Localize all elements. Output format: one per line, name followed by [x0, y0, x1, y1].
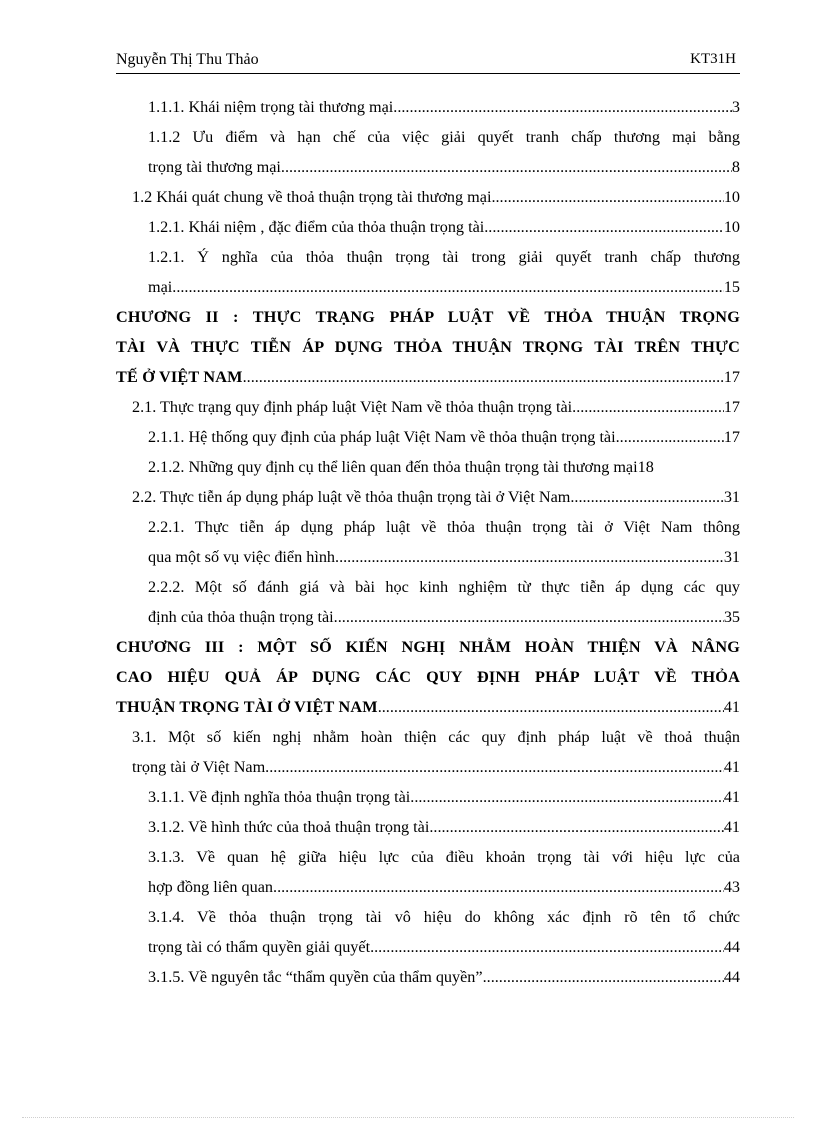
- toc-entry-1-1-2[interactable]: trọng tài thương mại ..... 8: [148, 154, 740, 180]
- page-number: 43: [723, 878, 740, 896]
- toc-entry-1-2[interactable]: 1.2 Khái quát chung về thoả thuận trọng tài thương mại ..... 10: [132, 184, 740, 210]
- toc-entry-3-1-5[interactable]: 3.1.5. Về nguyên tắc “thẩm quyền của thẩm quyền” ..... 44: [148, 964, 740, 990]
- toc-entry-3-1-2[interactable]: 3.1.2. Về hình thức của thoả thuận trọng tài ..... 41: [148, 814, 740, 840]
- page-number: 41: [723, 788, 740, 806]
- toc-entry-3-1-4[interactable]: trọng tài có thẩm quyền giải quyết ..... 44: [148, 934, 740, 960]
- page-number: 17: [723, 368, 740, 386]
- toc-entry-2-2-2[interactable]: định của thỏa thuận trọng tài ..... 35: [148, 604, 740, 630]
- page-number: 41: [723, 698, 740, 716]
- toc-chapter-3-line2[interactable]: CAO HIỆU QUẢ ÁP DỤNG CÁC QUY ĐỊNH PHÁP LUẬT VỀ THỎA: [116, 668, 740, 686]
- toc-chapter-3[interactable]: THUẬN TRỌNG TÀI Ở VIỆT NAM ..... 41: [116, 694, 740, 720]
- toc-entry-1-2-1b[interactable]: mại ..... 15: [148, 274, 740, 300]
- page-number: 17: [723, 398, 740, 416]
- toc-entry-1-1-2-line1[interactable]: 1.1.2 Ưu điểm và hạn chế của việc giải quyết tranh chấp thương mại bằng: [148, 128, 740, 146]
- toc-entry-3-1[interactable]: trọng tài ở Việt Nam ..... 41: [132, 754, 740, 780]
- page-number: 41: [723, 818, 740, 836]
- page-number: 35: [723, 608, 740, 626]
- toc-entry-2-2-1[interactable]: qua một số vụ việc điển hình ..... 31: [148, 544, 740, 570]
- page-number: 10: [723, 188, 740, 206]
- toc-entry-2-1-1[interactable]: 2.1.1. Hệ thống quy định của pháp luật Việt Nam về thỏa thuận trọng tài ..... 17: [148, 424, 740, 450]
- page-number: 44: [723, 968, 740, 986]
- toc-entry-1-1-1[interactable]: 1.1.1. Khái niệm trọng tài thương mại ..... 3: [148, 94, 740, 120]
- header-author: Nguyễn Thị Thu Thảo: [116, 51, 259, 68]
- page-number: 31: [723, 548, 740, 566]
- page-number: 17: [723, 428, 740, 446]
- page-number: 10: [723, 218, 740, 236]
- toc-entry-2-2-1-line1[interactable]: 2.2.1. Thực tiễn áp dụng pháp luật về thỏa thuận trọng tài ở Việt Nam thông: [148, 518, 740, 536]
- page-number: 3: [731, 98, 740, 116]
- page-bottom-divider: [22, 1117, 794, 1118]
- toc-entry-3-1-1[interactable]: 3.1.1. Về định nghĩa thỏa thuận trọng tài ..... 41: [148, 784, 740, 810]
- page-number: 44: [723, 938, 740, 956]
- page-number: 18: [637, 458, 654, 476]
- page-number: 31: [723, 488, 740, 506]
- toc-entry-3-1-3[interactable]: hợp đồng liên quan ..... 43: [148, 874, 740, 900]
- toc-entry-3-1-3-line1[interactable]: 3.1.3. Về quan hệ giữa hiệu lực của điều khoản trọng tài với hiệu lực của: [148, 848, 740, 866]
- toc-chapter-2[interactable]: TẾ Ở VIỆT NAM ..... 17: [116, 364, 740, 390]
- toc-entry-1-2-1[interactable]: 1.2.1. Khái niệm , đặc điểm của thỏa thuận trọng tài ..... 10: [148, 214, 740, 240]
- page-number: 8: [731, 158, 740, 176]
- toc-entry-2-1[interactable]: 2.1. Thực trạng quy định pháp luật Việt Nam về thỏa thuận trọng tài ..... 17: [132, 394, 740, 420]
- toc-chapter-3-line1[interactable]: CHƯƠNG III : MỘT SỐ KIẾN NGHỊ NHẰM HOÀN THIỆN VÀ NÂNG: [116, 638, 740, 656]
- page-number: 15: [723, 278, 740, 296]
- toc-chapter-2-line2[interactable]: TÀI VÀ THỰC TIỄN ÁP DỤNG THỎA THUẬN TRỌNG TÀI TRÊN THỰC: [116, 338, 740, 356]
- toc-entry-2-2-2-line1[interactable]: 2.2.2. Một số đánh giá và bài học kinh nghiệm từ thực tiễn áp dụng các quy: [148, 578, 740, 596]
- toc-entry-3-1-4-line1[interactable]: 3.1.4. Về thỏa thuận trọng tài vô hiệu do không xác định rõ tên tổ chức: [148, 908, 740, 926]
- header-code: KT31H: [690, 51, 736, 67]
- toc-entry-3-1-line1[interactable]: 3.1. Một số kiến nghị nhằm hoàn thiện các quy định pháp luật về thoả thuận: [132, 728, 740, 746]
- toc-entry-2-2[interactable]: 2.2. Thực tiễn áp dụng pháp luật về thỏa thuận trọng tài ở Việt Nam ..... 31: [132, 484, 740, 510]
- page-number: 41: [723, 758, 740, 776]
- toc-chapter-2-line1[interactable]: CHƯƠNG II : THỰC TRẠNG PHÁP LUẬT VỀ THỎA THUẬN TRỌNG: [116, 308, 740, 326]
- toc-entry-1-2-1b-line1[interactable]: 1.2.1. Ý nghĩa của thỏa thuận trọng tài trong giải quyết tranh chấp thương: [148, 248, 740, 266]
- page-header: [116, 49, 740, 74]
- toc-entry-2-1-2[interactable]: 2.1.2. Những quy định cụ thể liên quan đến thỏa thuận trọng tài thương mại 18: [148, 454, 752, 480]
